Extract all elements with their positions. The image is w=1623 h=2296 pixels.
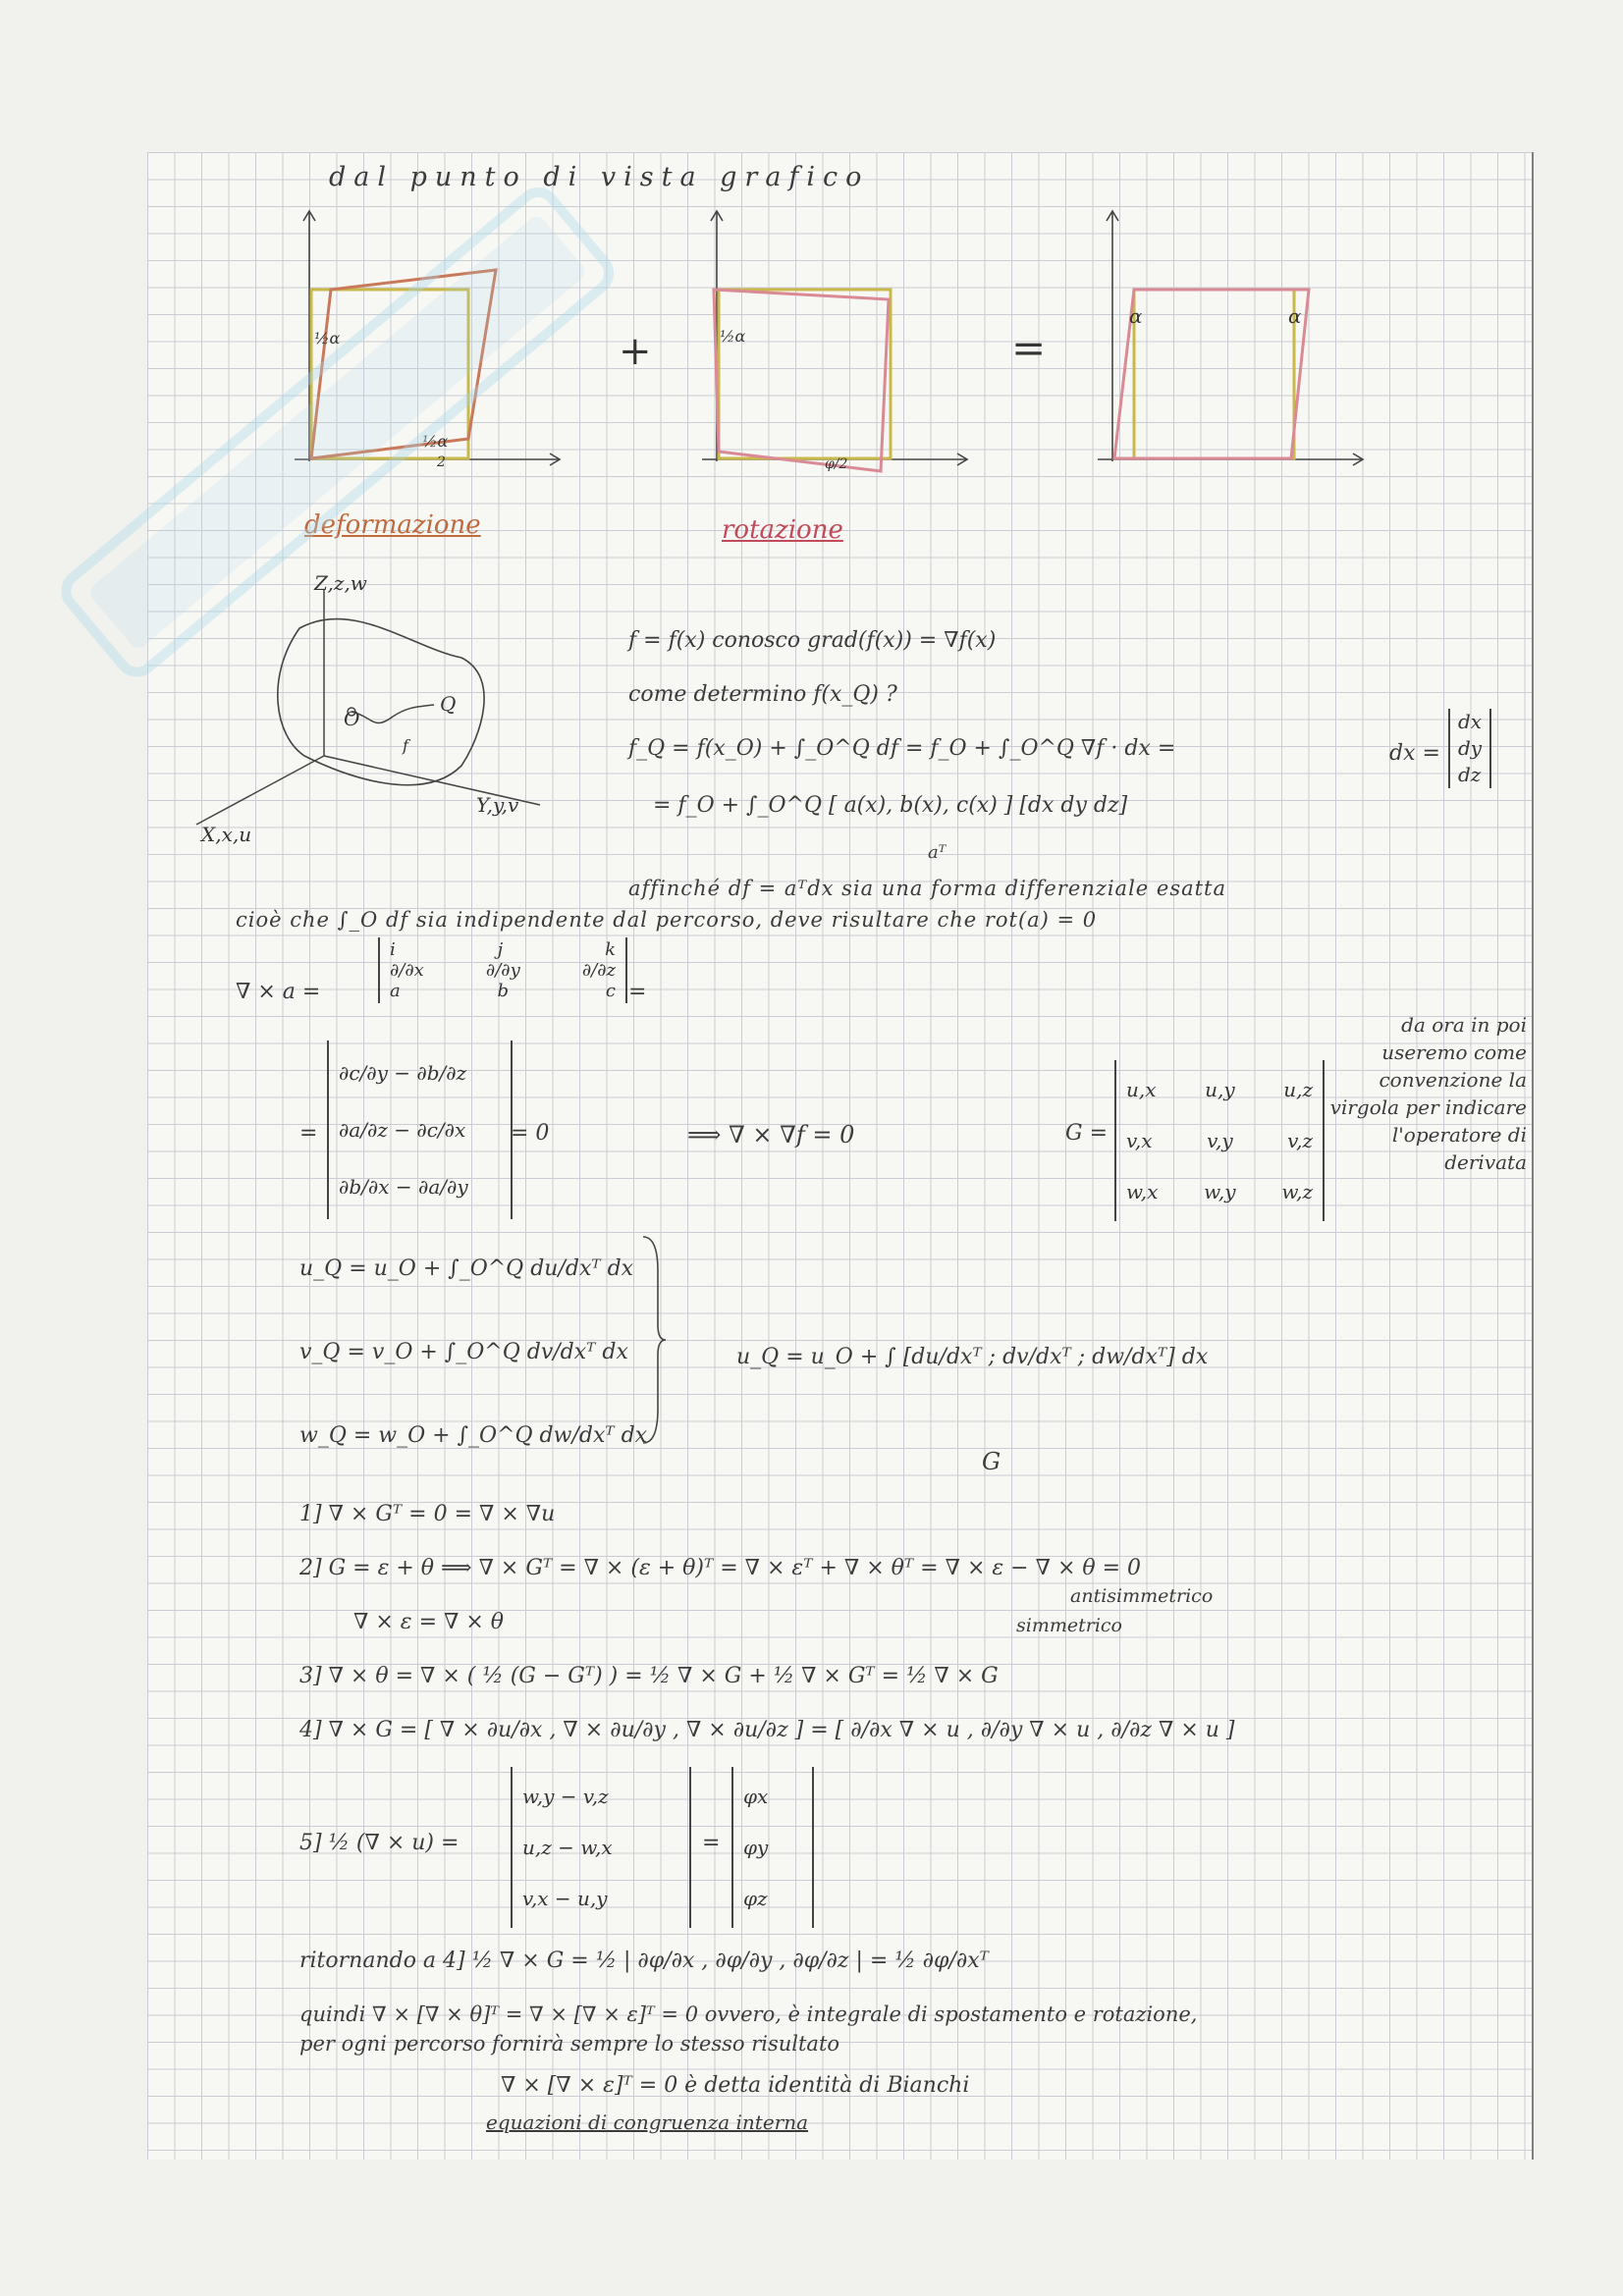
dx-label: dx = bbox=[1389, 741, 1440, 766]
det-i: i bbox=[390, 939, 396, 960]
curl-component-z: ∂b/∂x − ∂a/∂y bbox=[339, 1175, 468, 1199]
wq-integral: w_Q = w_O + ∫_O^Q dw/dxᵀ dx bbox=[299, 1423, 648, 1448]
rotation-alpha-top: ½α bbox=[720, 327, 746, 346]
comma-convention-note: da ora in poi useremo come convenzione la virgola per indicare l'operatore di derivata bbox=[1329, 1013, 1527, 1174]
z-axis-label: Z,z,w bbox=[314, 571, 367, 595]
statement-5-label: 5] ½ (∇ × u) = bbox=[299, 1831, 460, 1855]
phi-x: φx bbox=[743, 1785, 769, 1808]
det-dy: ∂/∂y bbox=[485, 960, 520, 981]
curl-vector bbox=[327, 1041, 513, 1219]
det-c: c bbox=[605, 981, 616, 1001]
deformation-caption: deformazione bbox=[304, 510, 481, 540]
g-vz: v,z bbox=[1287, 1129, 1313, 1152]
curl-component-y: ∂a/∂z − ∂c/∂x bbox=[339, 1118, 466, 1142]
curl-a-label: ∇ × a = bbox=[236, 980, 321, 1004]
shear-result-diagram bbox=[1098, 206, 1373, 471]
uq-integral: u_Q = u_O + ∫_O^Q du/dxᵀ dx bbox=[299, 1256, 634, 1281]
line-path-independent: cioè che ∫_O df sia indipendente dal percorso, deve risultare che rot(a) = 0 bbox=[236, 908, 1098, 932]
g-row-w bbox=[1126, 1166, 1313, 1217]
path-label: f bbox=[403, 736, 408, 755]
det-dx: ∂/∂x bbox=[390, 960, 424, 981]
symmetric-note: simmetrico bbox=[1016, 1615, 1122, 1636]
det-row-components bbox=[390, 981, 616, 1001]
page-title: dal punto di vista grafico bbox=[329, 162, 870, 192]
line-f-definition: f = f(x) conosco grad(f(x)) = ∇f(x) bbox=[628, 628, 997, 653]
phi-y: φy bbox=[743, 1836, 769, 1859]
det-a: a bbox=[390, 981, 401, 1001]
line-exact-form: affinché df = aᵀdx sia una forma differenziale esatta bbox=[628, 877, 1227, 900]
g-wx: w,x bbox=[1126, 1180, 1159, 1203]
det-b: b bbox=[497, 981, 510, 1001]
rotation-vector bbox=[511, 1767, 691, 1928]
dx-entry: dx bbox=[1458, 710, 1483, 733]
dx-vector bbox=[1448, 709, 1491, 788]
statement-3: 3] ∇ × θ = ∇ × ( ½ (G − Gᵀ) ) = ½ ∇ × G + ½ ∇ × Gᵀ = ½ ∇ × G bbox=[299, 1664, 999, 1688]
deformation-alpha-top: ½α bbox=[314, 329, 341, 347]
rotation-alpha-bottom: φ/2 bbox=[825, 456, 848, 472]
line-fq-abc: = f_O + ∫_O^Q [ a(x), b(x), c(x) ] [dx dy dz] bbox=[653, 793, 1128, 818]
statement-4: 4] ∇ × G = [ ∇ × ∂u/∂x , ∇ × ∂u/∂y , ∇ × ∂u/∂z ] = [ ∂/∂x ∇ × u , ∂/∂y ∇ × u , ∂/∂z ∇ × u ] bbox=[299, 1718, 1235, 1742]
vq-integral: v_Q = v_O + ∫_O^Q dv/dxᵀ dx bbox=[299, 1340, 628, 1364]
shear-alpha-right: α bbox=[1288, 304, 1302, 328]
g-wz: w,z bbox=[1281, 1180, 1313, 1203]
phi-z: φz bbox=[743, 1887, 768, 1910]
g-ux: u,x bbox=[1126, 1078, 1157, 1101]
det-row-unit bbox=[390, 939, 616, 960]
g-vx: v,x bbox=[1126, 1129, 1153, 1152]
g-matrix bbox=[1114, 1060, 1325, 1221]
det-dz: ∂/∂z bbox=[581, 960, 616, 981]
bianchi-identity: ∇ × [∇ × ε]ᵀ = 0 è detta identità di Bianchi bbox=[501, 2073, 970, 2098]
system-brace bbox=[638, 1232, 668, 1448]
rot-component-x: w,y − v,z bbox=[522, 1785, 609, 1808]
g-uy: u,y bbox=[1205, 1078, 1235, 1101]
det-row-derivatives bbox=[390, 960, 616, 981]
g-uz: u,z bbox=[1283, 1078, 1313, 1101]
dy-entry: dy bbox=[1458, 736, 1483, 760]
curl-equals-zero: = 0 bbox=[511, 1121, 550, 1146]
statement-2: 2] G = ε + θ ⟹ ∇ × Gᵀ = ∇ × (ε + θ)ᵀ = ∇ × εᵀ + ∇ × θᵀ = ∇ × ε − ∇ × θ = 0 bbox=[299, 1556, 1142, 1580]
y-axis-label: Y,y,v bbox=[476, 793, 519, 817]
therefore-line: quindi ∇ × [∇ × θ]ᵀ = ∇ × [∇ × ε]ᵀ = 0 ovvero, è integrale di spostamento e rotazione, bbox=[299, 2002, 1198, 2026]
det-k: k bbox=[605, 939, 616, 960]
line-fq-integral: f_Q = f(x_O) + ∫_O^Q df = f_O + ∫_O^Q ∇f · dx = bbox=[628, 736, 1176, 761]
equals-sign: = bbox=[1011, 324, 1047, 372]
g-vy: v,y bbox=[1207, 1129, 1233, 1152]
statement-1: 1] ∇ × Gᵀ = 0 = ∇ × ∇u bbox=[299, 1502, 556, 1526]
any-path-line: per ogni percorso fornirà sempre lo stesso risultato bbox=[299, 2032, 840, 2056]
deformation-half: 2 bbox=[437, 454, 446, 470]
returning-to-4: ritornando a 4] ½ ∇ × G = ½ | ∂φ/∂x , ∂φ/∂y , ∂φ/∂z | = ½ ∂φ/∂xᵀ bbox=[299, 1949, 989, 1973]
curl-component-x: ∂c/∂y − ∂b/∂z bbox=[339, 1061, 467, 1085]
line-how-determine: come determino f(x_Q) ? bbox=[628, 682, 897, 707]
curl-vec-equals: = bbox=[299, 1121, 318, 1146]
rot-equals: = bbox=[702, 1831, 721, 1855]
g-row-v bbox=[1126, 1115, 1313, 1166]
compatibility-equations: equazioni di congruenza interna bbox=[486, 2110, 809, 2134]
origin-label: O bbox=[344, 707, 360, 730]
curl-gradient-zero: ⟹ ∇ × ∇f = 0 bbox=[687, 1121, 855, 1148]
g-matrix-label: G = bbox=[1065, 1121, 1109, 1146]
deformation-alpha-bottom: ½α bbox=[422, 432, 449, 451]
phi-vector bbox=[731, 1767, 814, 1928]
x-axis-label: X,x,u bbox=[201, 823, 252, 846]
g-row-u bbox=[1126, 1064, 1313, 1115]
rotation-caption: rotazione bbox=[722, 515, 843, 545]
rot-component-y: u,z − w,x bbox=[522, 1836, 613, 1859]
line-a-transpose: aᵀ bbox=[928, 842, 947, 863]
point-q-label: Q bbox=[440, 692, 457, 716]
curl-determinant bbox=[378, 937, 627, 1003]
det-j: j bbox=[497, 939, 504, 960]
antisymmetric-note: antisimmetrico bbox=[1070, 1585, 1214, 1607]
rot-component-z: v,x − u,y bbox=[522, 1887, 608, 1910]
uq-vector-integral: u_Q = u_O + ∫ [du/dxᵀ ; dv/dxᵀ ; dw/dxᵀ] dx bbox=[736, 1345, 1209, 1369]
dz-entry: dz bbox=[1458, 763, 1482, 786]
eps-theta-curl: ∇ × ε = ∇ × θ bbox=[353, 1610, 505, 1634]
shear-alpha-left: α bbox=[1129, 304, 1143, 328]
plus-sign: + bbox=[619, 329, 652, 374]
g-underbrace-label: G bbox=[982, 1448, 1001, 1475]
g-wy: w,y bbox=[1204, 1180, 1236, 1203]
det-equals: = bbox=[628, 980, 647, 1004]
